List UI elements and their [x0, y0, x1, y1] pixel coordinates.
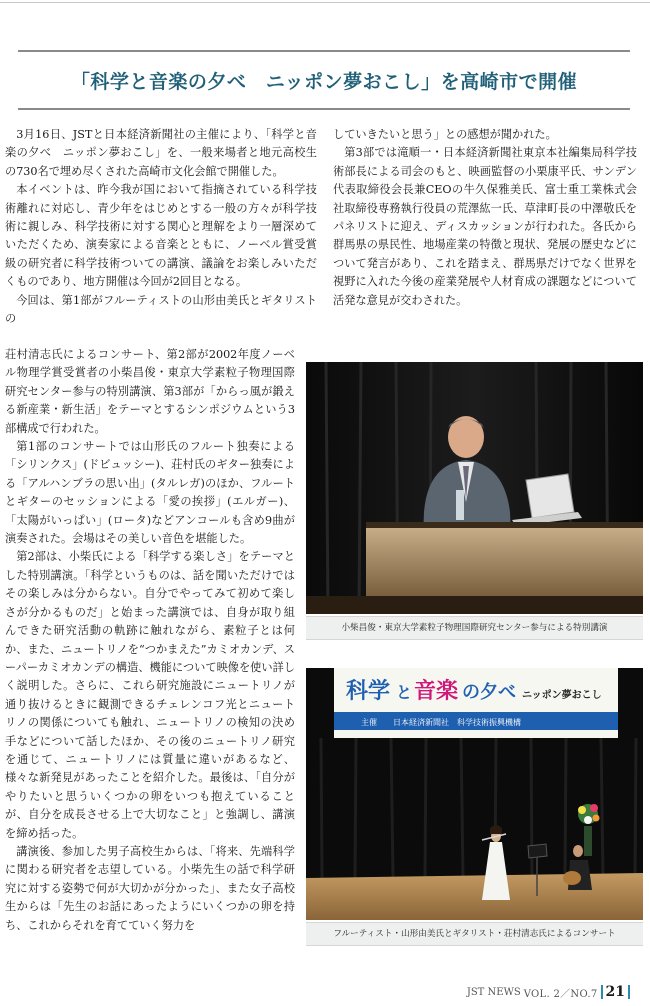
concert-photo-caption: フルーティスト・山形由美氏とギタリスト・荘村清志氏によるコンサート — [306, 922, 643, 946]
paragraph: 荘村清志氏によるコンサート、第2部が2002年度ノーベル物理学賞受賞者の小柴昌俊・東京大学素粒子物理国際研究センター参与の特別講演、第3部が「からっ風が鍛える新産業・新生活」をテーマとするシンポジウムという3部構成で行われた。 — [5, 348, 295, 435]
paragraph: 第3部では滝順一・日本経済新聞社東京本社編集局科学技術部長による司会のもと、映画監督の小栗康平氏、サンデン代表取締役会長兼CEOの牛久保雅美氏、富士重工業株式会社取締役専務執行役員の荒澤紘一氏、草津町長の中澤敬氏をパネリストに迎え、ディスカッションが行われた。各氏から群馬県の県民性、地場産業の特徴と現状、発展の歴史などについて発言があり、これを踏まえ、群馬県だけでなく世界を視野に入れた今後の産業発展や人材育成の課題などについて活発な意見が交わされた。 — [333, 146, 637, 307]
banner-text-evening: の夕べ — [462, 682, 516, 703]
concert-photo-illustration — [306, 668, 643, 920]
guitarist-head — [573, 845, 583, 857]
paragraph: 第2部は、小柴氏による「科学する楽しさ」をテーマとした特別講演。「科学というものは、話を聞いただけではその楽しみは分からない。自分でやってみて初めて楽しさが分かるものだ」と始まった講演では、自身が取り組んできた研究活動の軌跡に触れながら、素粒子とは何か、また、ニュートリノを“つかまえた”カミオカンデ、スーパーカミオカンデの構造、機能について映像を使い詳しく説明した。さらに、これら研究施設にニュートリノが通り抜けるときに観測できるチェレンコフ光とニュートリノの関係についても触れ、ニュートリノの検知の決め手などについて話したほか、その後のニュートリノ研究を通じて、ニュートリノには質量に違いがあるなど、様々な新発見があったことを紹介した。最後は、「自分がやりたいと思ういくつかの卵をいつも抱えていることが、自分を成長させる上で大切なこと」と強調し、講演を締め括った。 — [5, 550, 295, 840]
laptop — [526, 474, 574, 518]
banner-text-subtitle: ニッポン夢おこし — [522, 690, 602, 701]
paragraph: 3月16日、JSTと日本経済新聞社の主催により、「科学と音楽の夕べ ニッポン夢おこし」を、一般来場者と地元高校生の730名で埋め尽くされた高崎市文化会館で開催した。 — [5, 128, 317, 178]
page-footer — [467, 984, 630, 1000]
article-title-bar — [18, 50, 630, 110]
page-number: 21 — [605, 984, 625, 1000]
lecture-table — [366, 526, 643, 596]
left-column-top — [5, 126, 317, 328]
paragraph: 今回は、第1部がフルーティストの山形由美氏とギタリストの — [5, 293, 317, 326]
banner-text-to: と — [396, 683, 413, 702]
paragraph: していきたいと思う」との感想が聞かれた。 — [333, 128, 557, 141]
paragraph: 講演後、参加した男子高校生からは、「将来、先端科学に関わる研究者を志望している。小柴先生の話で科学研究に対する姿勢で何が大切かが分かった」、また女子高校生からは「先生のお話にあったようにいくつかの卵を持ち、これからそれを育てていく努力を — [5, 844, 295, 932]
guitar — [563, 871, 581, 885]
lecture-photo-illustration — [306, 362, 643, 614]
footer-bar — [601, 985, 603, 999]
concert-photo — [306, 668, 643, 920]
banner-organizers: 主催 日本経済新聞社 科学技術振興機構 — [361, 718, 521, 727]
publication-name: JST NEWS — [466, 986, 521, 998]
lecture-photo-caption: 小柴昌俊・東京大学素粒子物理国際研究センター参与による特別講演 — [306, 616, 643, 640]
lecture-photo — [306, 362, 643, 614]
paragraph: 第1部のコンサートでは山形氏のフルート独奏による「シリンクス」(ドビュッシー)、荘村氏のギター独奏による「アルハンブラの思い出」(タルレガ)のほか、フルートとギターのセッションによる「愛の挨拶」(エルガー)、「太陽がいっぱい」(ロータ)などアンコールも含め9曲が演奏された。会場はその美しい音色を堪能した。 — [5, 440, 295, 546]
stage-floor — [306, 873, 643, 920]
article-title: 「科学と音楽の夕べ ニッポン夢おこし」を高崎市で開催 — [70, 70, 578, 93]
left-column-bottom — [5, 346, 295, 935]
right-column-top — [333, 126, 637, 310]
banner-text-science: 科学 — [346, 679, 391, 704]
volume-number: VOL. 2／NO.7 — [523, 988, 598, 1000]
footer-bar — [628, 985, 630, 999]
paragraph: 本イベントは、昨今我が国において指摘されている科学技術離れに対応し、青少年をはじめとする一般の方々が科学技術に親しみ、科学技術に対する関心と理解をより一層深めていただくため、演奏家による音楽とともに、ノーベル賞受賞級の研究者に科学技術ついての講演、議論をお楽しみいただくものであり、地方開催は今回が2回目となる。 — [5, 183, 317, 289]
banner-text-music: 音楽 — [414, 679, 459, 704]
top-rule — [0, 2, 650, 3]
